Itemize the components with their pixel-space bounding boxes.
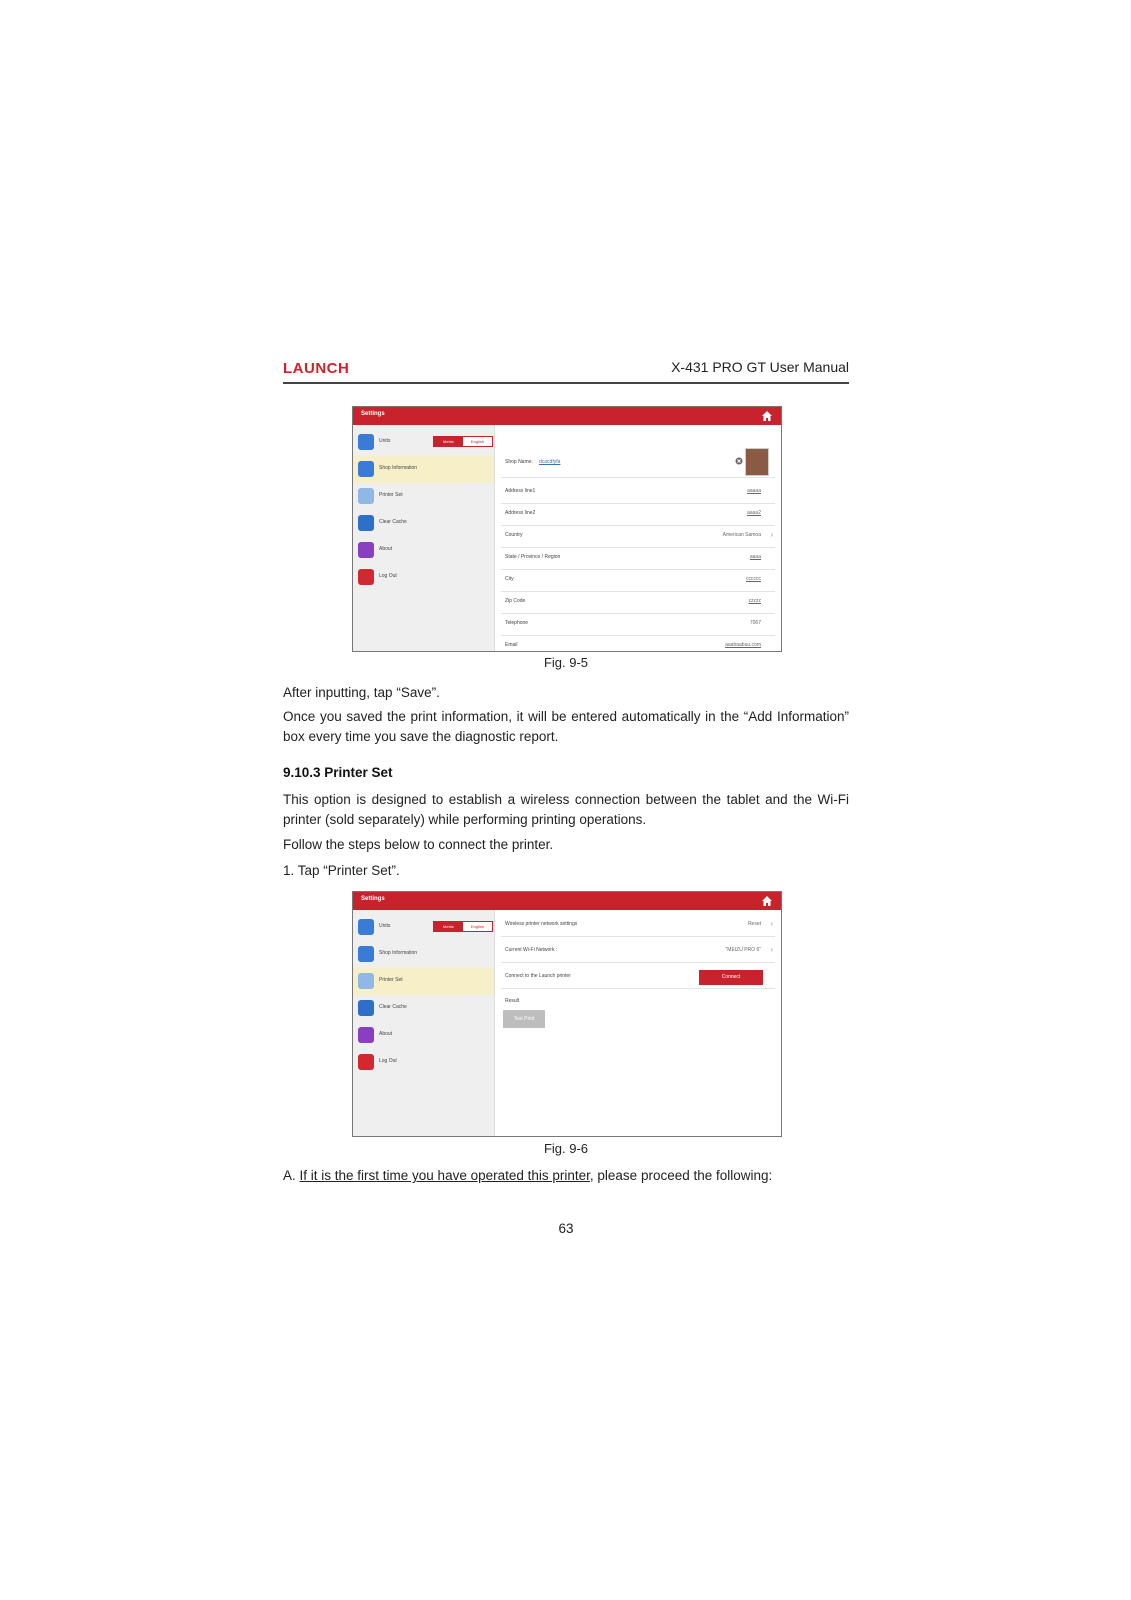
- sidebar-item-label: Shop Information: [379, 950, 418, 956]
- sidebar-item-label: About: [379, 1031, 393, 1037]
- sidebar-item-label: Log Out: [379, 1058, 397, 1064]
- log-out-icon: [358, 569, 374, 585]
- row-value[interactable]: American Samoa: [722, 532, 761, 538]
- row-label: Wireless printer network settings: [505, 921, 578, 927]
- chevron-right-icon: ›: [770, 919, 773, 928]
- telephone-row[interactable]: [501, 613, 775, 636]
- address-line1-row[interactable]: [501, 481, 775, 504]
- sidebar-item-log-out[interactable]: [353, 564, 494, 591]
- row-value[interactable]: aaaa: [749, 554, 761, 560]
- paragraph-text: , please proceed the following:: [589, 1168, 773, 1183]
- sidebar-item-about[interactable]: [353, 1022, 494, 1049]
- sidebar-item-about[interactable]: [353, 537, 494, 564]
- wireless-printer-settings-row[interactable]: [501, 914, 775, 937]
- shop-information-panel: [495, 425, 781, 651]
- about-icon: [358, 1027, 374, 1043]
- sidebar-item-units[interactable]: [353, 914, 494, 941]
- sidebar-item-label: About: [379, 546, 393, 552]
- printer-set-panel: [495, 910, 781, 1136]
- list-marker: A.: [283, 1168, 300, 1183]
- row-label: Connect to the Launch printer: [505, 973, 571, 979]
- launch-logo: LAUNCH: [283, 360, 350, 377]
- underlined-text: If it is the first time you have operated this printer: [299, 1168, 590, 1183]
- email-row[interactable]: [501, 635, 775, 652]
- metric-option[interactable]: Metric: [434, 922, 463, 931]
- clear-icon[interactable]: [735, 457, 743, 465]
- row-value[interactable]: zzzzz: [748, 598, 761, 604]
- metric-option[interactable]: Metric: [434, 437, 463, 446]
- sidebar-item-shop-information[interactable]: [353, 456, 494, 483]
- current-wifi-row[interactable]: [501, 940, 775, 963]
- settings-title: Settings: [361, 411, 385, 417]
- sidebar-item-label: Clear Cache: [379, 1004, 407, 1010]
- sidebar-item-label: Printer Set: [379, 492, 403, 498]
- settings-sidebar: [353, 425, 495, 651]
- printer-icon: [358, 973, 374, 989]
- figure-9-5-screenshot: [352, 406, 782, 652]
- row-label: Current Wi-Fi Network :: [505, 947, 558, 953]
- home-icon[interactable]: [761, 895, 773, 907]
- figure-9-5-caption: Fig. 9-5: [543, 655, 589, 670]
- english-option[interactable]: English: [463, 437, 492, 446]
- sidebar-item-label: Shop Information: [379, 465, 418, 471]
- clear-cache-icon: [358, 1000, 374, 1016]
- page-number: 63: [558, 1221, 574, 1236]
- sidebar-item-label: Units: [379, 923, 391, 929]
- row-label: Country: [505, 532, 523, 538]
- city-row[interactable]: [501, 569, 775, 592]
- row-label: State / Province / Region: [505, 554, 561, 560]
- printer-icon: [358, 488, 374, 504]
- country-row[interactable]: [501, 525, 775, 548]
- settings-title: Settings: [361, 896, 385, 902]
- shop-name-row[interactable]: [501, 447, 775, 478]
- row-value[interactable]: aaabaabuu.com: [725, 642, 761, 648]
- paragraph: This option is designed to establish a wireless connection between the tablet and the Wi-Fi printer (sold separately) while performing printing operations.: [283, 792, 849, 827]
- sidebar-item-log-out[interactable]: [353, 1049, 494, 1076]
- settings-title-bar: [353, 407, 781, 425]
- row-value[interactable]: cccccc: [746, 576, 761, 582]
- section-heading: 9.10.3 Printer Set: [283, 765, 393, 780]
- shop-name-value[interactable]: dcacdfyfa: [539, 459, 561, 465]
- units-icon: [358, 434, 374, 450]
- row-value[interactable]: aaaa2: [747, 510, 761, 516]
- sidebar-item-label: Units: [379, 438, 391, 444]
- sidebar-item-clear-cache[interactable]: [353, 995, 494, 1022]
- sidebar-item-clear-cache[interactable]: [353, 510, 494, 537]
- chevron-right-icon: ›: [770, 530, 773, 539]
- chevron-right-icon: ›: [770, 945, 773, 954]
- sidebar-item-units[interactable]: [353, 429, 494, 456]
- reset-link[interactable]: Reset: [747, 921, 761, 927]
- figure-9-6-caption: Fig. 9-6: [543, 1141, 589, 1156]
- units-toggle[interactable]: [433, 436, 493, 447]
- result-label: Result: [505, 998, 520, 1004]
- row-value[interactable]: aaaaa: [747, 488, 761, 494]
- sidebar-item-shop-information[interactable]: [353, 941, 494, 968]
- connect-printer-row: [501, 966, 775, 989]
- row-label: City: [505, 576, 514, 582]
- shop-name-label: Shop Name:: [505, 459, 533, 465]
- paragraph: [283, 1166, 849, 1186]
- sidebar-item-label: Clear Cache: [379, 519, 407, 525]
- figure-9-6-screenshot: [352, 891, 782, 1137]
- units-toggle[interactable]: [433, 921, 493, 932]
- settings-title-bar: [353, 892, 781, 910]
- clear-cache-icon: [358, 515, 374, 531]
- wifi-network-value: "MEIZU PRO 6": [725, 947, 761, 953]
- state-row[interactable]: [501, 547, 775, 570]
- about-icon: [358, 542, 374, 558]
- sidebar-item-label: Log Out: [379, 573, 397, 579]
- shop-information-icon: [358, 461, 374, 477]
- sidebar-item-label: Printer Set: [379, 977, 403, 983]
- paragraph: After inputting, tap “Save”.: [283, 685, 440, 700]
- row-label: Telephone: [505, 620, 529, 626]
- manual-title: X-431 PRO GT User Manual: [671, 359, 849, 375]
- sidebar-item-printer-set[interactable]: [353, 968, 494, 995]
- step-item: 1. Tap “Printer Set”.: [283, 863, 400, 878]
- settings-sidebar: [353, 910, 495, 1136]
- sidebar-item-printer-set[interactable]: [353, 483, 494, 510]
- row-value[interactable]: 7067: [749, 620, 761, 626]
- row-label: Zip Code: [505, 598, 526, 604]
- page-header: [283, 356, 849, 384]
- english-option[interactable]: English: [463, 922, 492, 931]
- paragraph: Follow the steps below to connect the printer.: [283, 837, 554, 852]
- shop-information-icon: [358, 946, 374, 962]
- log-out-icon: [358, 1054, 374, 1070]
- row-label: Email: [505, 642, 518, 648]
- address-line2-row[interactable]: [501, 503, 775, 526]
- home-icon[interactable]: [761, 410, 773, 422]
- units-icon: [358, 919, 374, 935]
- test-print-button[interactable]: Test Print: [503, 1010, 545, 1028]
- paragraph: Once you saved the print information, it will be entered automatically in the “Add Information” box every time you save the diagnostic report.: [283, 709, 849, 744]
- shop-photo[interactable]: [745, 448, 769, 476]
- row-label: Address line2: [505, 510, 536, 516]
- connect-button[interactable]: Connect: [699, 970, 763, 985]
- zip-code-row[interactable]: [501, 591, 775, 614]
- row-label: Address line1: [505, 488, 536, 494]
